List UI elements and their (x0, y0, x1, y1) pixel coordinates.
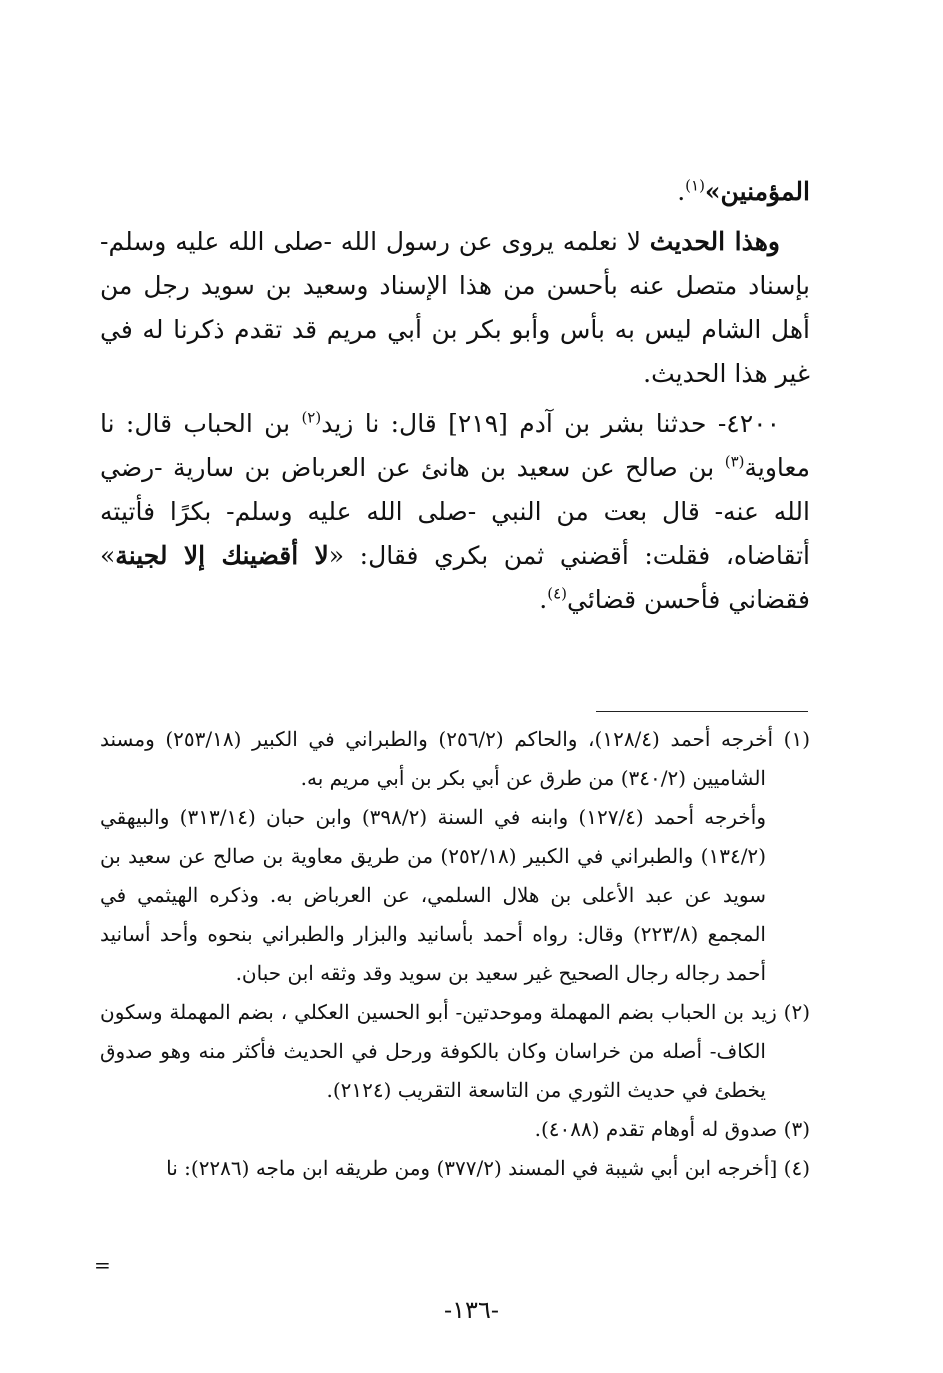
footnote-2: (٢) زيد بن الحباب بضم المهملة وموحدتين- أبو الحسين العكلي ، بضم المهملة وسكون الكاف- أصله من خراسان وكان بالكوفة ورحل في الحديث فأكثر منه وهو صدوق يخطئ في حديث الثوري من التاسعة التقريب (٢١٢٤). (100, 1000, 810, 1102)
footnote-ref-2: (٢) (301, 408, 322, 427)
footnote-4: (٤) [أخرجه ابن أبي شيبة في المسند (٣٧٧/٢) ومن طريقه ابن ماجه (٢٢٨٦): نا (166, 1156, 810, 1180)
footnotes (100, 720, 810, 1188)
footnote-ref-3: (٣) (724, 452, 745, 471)
main-text (100, 170, 810, 622)
footnote-divider (596, 711, 808, 712)
footnote-1-continued: وأخرجه أحمد (١٢٧/٤) وابنه في السنة (٣٩٨/٢) وابن حبان (٣١٣/١٤) والبيهقي (١٣٤/٢) والطبراني في الكبير (٢٥٢/١٨) من طريق معاوية بن صالح عن سعيد بن سويد عن عبد الأعلى بن هلال السلمي، عن العرباض به. وذكره الهيثمي في المجمع (٢٢٣/٨) وقال: رواه أحمد بأسانيد والبزار والطبراني بنحوه وأحد أسانيد أحمد رجاله رجال الصحيح غير سعيد بن سويد وقد وثقه ابن حبان. (100, 805, 767, 985)
hadith-4200 (100, 402, 810, 622)
hadith-quote: لا أقضينك إلا لجينة (115, 541, 329, 570)
hadith-text-b: بن الحباب قال: نا معاوية (100, 409, 810, 482)
paragraph-1-lead: وهذا الحديث (649, 227, 780, 256)
hadith-text-d: » فقضاني فأحسن قضائي (100, 541, 810, 614)
footnote-3: (٣) صدوق له أوهام تقدم (٤٠٨٨). (534, 1117, 810, 1141)
paragraph-1-text: لا نعلمه يروى عن رسول الله -صلى الله عليه وسلم- بإسناد متصل عنه بأحسن من هذا الإسناد وسعيد بن سويد رجل من أهل الشام ليس به بأس وأبو بكر بن أبي مريم قد تقدم ذكرنا له في غير هذا الحديث. (100, 227, 810, 388)
opening-fragment (100, 170, 810, 214)
footnote-ref-4: (٤) (547, 584, 568, 603)
footnote-ref-1: (١) (685, 176, 705, 195)
opening-end: . (677, 177, 686, 206)
hadith-text-a: ٤٢٠٠- حدثنا بشر بن آدم [٢١٩] قال: نا زيد (321, 409, 780, 438)
hadith-end: . (539, 585, 548, 614)
opening-word: المؤمنين» (704, 177, 810, 206)
paragraph-1 (100, 220, 810, 396)
hadith-text-c: بن صالح عن سعيد بن هانئ عن العرباض بن سارية -رضي الله عنه- قال بعت من النبي -صلى الله عليه وسلم- بكرًا فأتيته أتقاضاه، فقلت: أقضني ثمن بكري فقال: « (100, 453, 810, 570)
page-number: -١٣٦- (444, 1296, 499, 1324)
footnote-1: (١) أخرجه أحمد (١٢٨/٤)، والحاكم (٢٥٦/٢) والطبراني في الكبير (٢٥٣/١٨) ومسند الشاميين (٣٤٠/٢) من طرق عن أبي بكر بن أبي مريم به. (100, 727, 811, 790)
continuation-mark: = (94, 1253, 111, 1277)
